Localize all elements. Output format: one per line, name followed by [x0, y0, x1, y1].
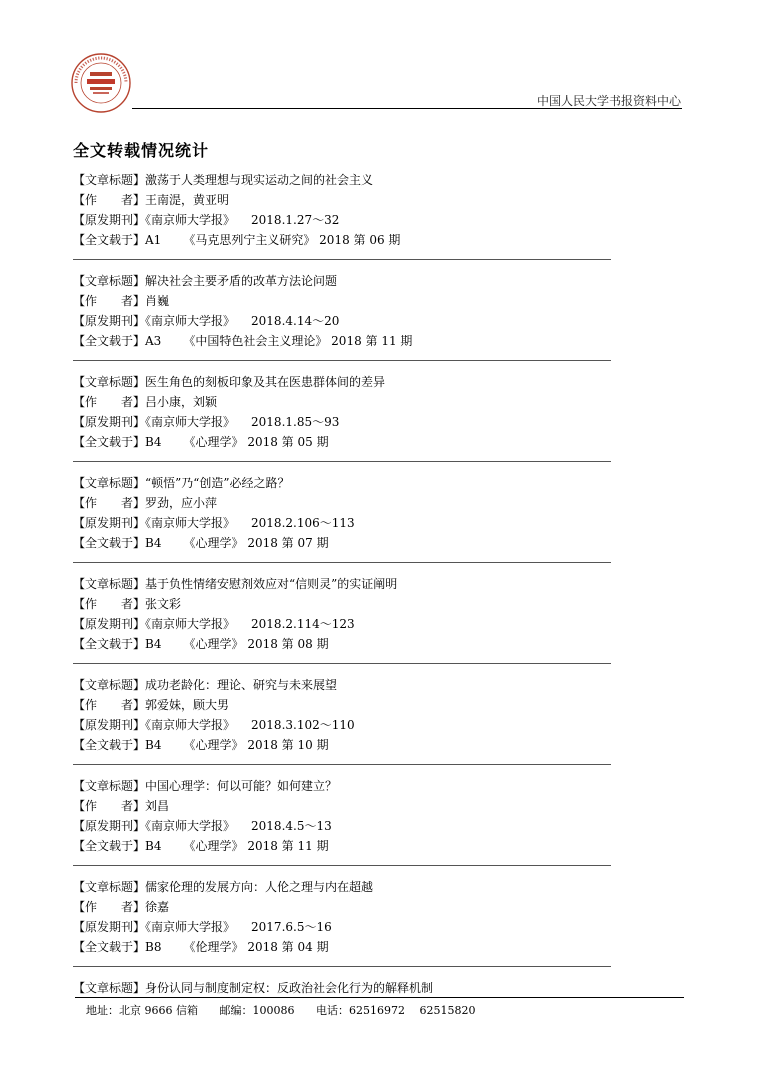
- record-title: 医生角色的刻板印象及其在医患群体间的差异: [145, 375, 386, 389]
- record-pages: 2018.4.5～13: [251, 819, 332, 833]
- source-label: 【原发期刊】: [73, 617, 146, 631]
- record-pages: 2018.4.14～20: [251, 314, 340, 328]
- record-reprint-line: [73, 937, 613, 957]
- record-pages: 2017.6.5～16: [251, 920, 332, 934]
- record-reprint-line: [73, 634, 613, 654]
- record-code: B4: [145, 839, 162, 853]
- record-source-line: [73, 210, 613, 230]
- record-source-line: [73, 917, 613, 937]
- record-item: [73, 473, 613, 564]
- title-label: 【文章标题】: [73, 880, 146, 894]
- reprint-label: 【全文载于】: [73, 334, 146, 348]
- record-title: 中国心理学：何以可能？如何建立？: [145, 779, 338, 793]
- record-reprint-line: [73, 230, 613, 250]
- record-author-line: [73, 291, 613, 311]
- author-label: 【作 者】: [73, 900, 146, 914]
- record-journal: 《南京师大学报》: [145, 617, 236, 631]
- record-pages: 2018.2.106～113: [251, 516, 355, 530]
- record-title-line: [73, 877, 613, 897]
- title-label: 【文章标题】: [73, 173, 146, 187]
- record-reprint-journal: 《心理学》: [183, 738, 244, 752]
- record-reprint-journal: 《中国特色社会主义理论》: [183, 334, 328, 348]
- record-journal: 《南京师大学报》: [145, 819, 236, 833]
- record-item: [73, 372, 613, 463]
- record-source-line: [73, 614, 613, 634]
- record-separator: [73, 360, 611, 362]
- record-issue: 2018 第 05 期: [247, 435, 329, 449]
- record-title-line: [73, 170, 613, 190]
- record-separator: [73, 966, 611, 968]
- record-reprint-line: [73, 836, 613, 856]
- source-label: 【原发期刊】: [73, 314, 146, 328]
- header-organization: 中国人民大学书报资料中心: [537, 94, 682, 108]
- record-author: 罗劲，应小萍: [145, 496, 218, 510]
- record-pages: 2018.1.27～32: [251, 213, 340, 227]
- record-reprint-journal: 《伦理学》: [183, 940, 244, 954]
- page-title: 全文转载情况统计: [73, 141, 210, 160]
- author-label: 【作 者】: [73, 799, 146, 813]
- source-label: 【原发期刊】: [73, 415, 146, 429]
- record-code: B4: [145, 435, 162, 449]
- source-label: 【原发期刊】: [73, 718, 146, 732]
- footer-postcode: 邮编：100086: [219, 1004, 295, 1017]
- record-item: [73, 170, 613, 261]
- records-list: [73, 170, 613, 998]
- record-title-line: [73, 271, 613, 291]
- record-author-line: [73, 493, 613, 513]
- record-source-line: [73, 816, 613, 836]
- record-reprint-line: [73, 331, 613, 351]
- record-code: A1: [145, 233, 162, 247]
- record-title: 解决社会主要矛盾的改革方法论问题: [145, 274, 338, 288]
- record-title-line: [73, 574, 613, 594]
- record-author: 徐嘉: [145, 900, 170, 914]
- record-title-line: [73, 776, 613, 796]
- record-issue: 2018 第 06 期: [319, 233, 401, 247]
- record-separator: [73, 259, 611, 261]
- record-title: 基于负性情绪安慰剂效应对“信则灵”的实证阐明: [145, 577, 398, 591]
- record-author: 吕小康，刘颖: [145, 395, 218, 409]
- title-label: 【文章标题】: [73, 678, 146, 692]
- record-author-line: [73, 392, 613, 412]
- record-title-line: [73, 978, 613, 998]
- record-pages: 2018.3.102～110: [251, 718, 355, 732]
- reprint-label: 【全文载于】: [73, 233, 146, 247]
- record-item: [73, 574, 613, 665]
- record-pages: 2018.1.85～93: [251, 415, 340, 429]
- record-title: 成功老龄化：理论、研究与未来展望: [145, 678, 338, 692]
- footer-phone: 电话：62516972 62515820: [316, 1004, 476, 1017]
- record-separator: [73, 461, 611, 463]
- footer: [86, 1002, 493, 1018]
- reprint-label: 【全文载于】: [73, 435, 146, 449]
- record-author: 张文彩: [145, 597, 182, 611]
- reprint-label: 【全文载于】: [73, 536, 146, 550]
- record-journal: 《南京师大学报》: [145, 314, 236, 328]
- record-reprint-journal: 《马克思列宁主义研究》: [183, 233, 316, 247]
- record-issue: 2018 第 07 期: [247, 536, 329, 550]
- author-label: 【作 者】: [73, 294, 146, 308]
- record-journal: 《南京师大学报》: [145, 415, 236, 429]
- record-reprint-line: [73, 735, 613, 755]
- record-title: 儒家伦理的发展方向：人伦之理与内在超越: [145, 880, 374, 894]
- reprint-label: 【全文载于】: [73, 738, 146, 752]
- record-separator: [73, 562, 611, 564]
- record-item: [73, 271, 613, 362]
- author-label: 【作 者】: [73, 698, 146, 712]
- source-label: 【原发期刊】: [73, 516, 146, 530]
- record-author-line: [73, 594, 613, 614]
- record-journal: 《南京师大学报》: [145, 516, 236, 530]
- record-title-line: [73, 372, 613, 392]
- source-label: 【原发期刊】: [73, 819, 146, 833]
- record-separator: [73, 663, 611, 665]
- title-label: 【文章标题】: [73, 779, 146, 793]
- record-title: 身份认同与制度制定权：反政治社会化行为的解释机制: [145, 981, 434, 995]
- title-label: 【文章标题】: [73, 577, 146, 591]
- record-separator: [73, 764, 611, 766]
- org-logo-icon: [70, 52, 132, 114]
- title-label: 【文章标题】: [73, 981, 146, 995]
- record-title: 激荡于人类理想与现实运动之间的社会主义: [145, 173, 374, 187]
- record-title: “顿悟”乃“创造”必经之路？: [145, 476, 290, 490]
- record-reprint-journal: 《心理学》: [183, 637, 244, 651]
- record-author-line: [73, 796, 613, 816]
- title-label: 【文章标题】: [73, 476, 146, 490]
- author-label: 【作 者】: [73, 193, 146, 207]
- record-code: B4: [145, 738, 162, 752]
- record-journal: 《南京师大学报》: [145, 718, 236, 732]
- author-label: 【作 者】: [73, 395, 146, 409]
- record-source-line: [73, 412, 613, 432]
- record-author-line: [73, 190, 613, 210]
- record-journal: 《南京师大学报》: [145, 213, 236, 227]
- record-issue: 2018 第 11 期: [247, 839, 329, 853]
- footer-divider: [75, 997, 684, 998]
- record-reprint-journal: 《心理学》: [183, 839, 244, 853]
- record-author: 郭爱妹，顾大男: [145, 698, 230, 712]
- author-label: 【作 者】: [73, 496, 146, 510]
- record-code: B4: [145, 536, 162, 550]
- record-reprint-journal: 《心理学》: [183, 435, 244, 449]
- title-label: 【文章标题】: [73, 274, 146, 288]
- author-label: 【作 者】: [73, 597, 146, 611]
- record-item: [73, 978, 613, 998]
- record-pages: 2018.2.114～123: [251, 617, 355, 631]
- footer-address: 地址：北京 9666 信箱: [86, 1004, 198, 1017]
- record-code: B8: [145, 940, 162, 954]
- record-author: 肖巍: [145, 294, 170, 308]
- header-divider: [132, 108, 682, 109]
- record-code: B4: [145, 637, 162, 651]
- record-author-line: [73, 695, 613, 715]
- record-issue: 2018 第 10 期: [247, 738, 329, 752]
- reprint-label: 【全文载于】: [73, 940, 146, 954]
- record-reprint-journal: 《心理学》: [183, 536, 244, 550]
- source-label: 【原发期刊】: [73, 920, 146, 934]
- source-label: 【原发期刊】: [73, 213, 146, 227]
- record-separator: [73, 865, 611, 867]
- record-title-line: [73, 675, 613, 695]
- reprint-label: 【全文载于】: [73, 637, 146, 651]
- record-reprint-line: [73, 432, 613, 452]
- record-issue: 2018 第 08 期: [247, 637, 329, 651]
- record-author: 王南湜，黄亚明: [145, 193, 230, 207]
- record-reprint-line: [73, 533, 613, 553]
- record-issue: 2018 第 11 期: [331, 334, 413, 348]
- record-source-line: [73, 715, 613, 735]
- record-item: [73, 675, 613, 766]
- record-title-line: [73, 473, 613, 493]
- record-item: [73, 776, 613, 867]
- record-item: [73, 877, 613, 968]
- record-source-line: [73, 513, 613, 533]
- record-code: A3: [145, 334, 162, 348]
- record-issue: 2018 第 04 期: [247, 940, 329, 954]
- record-source-line: [73, 311, 613, 331]
- title-label: 【文章标题】: [73, 375, 146, 389]
- record-author-line: [73, 897, 613, 917]
- record-author: 刘昌: [145, 799, 170, 813]
- record-journal: 《南京师大学报》: [145, 920, 236, 934]
- reprint-label: 【全文载于】: [73, 839, 146, 853]
